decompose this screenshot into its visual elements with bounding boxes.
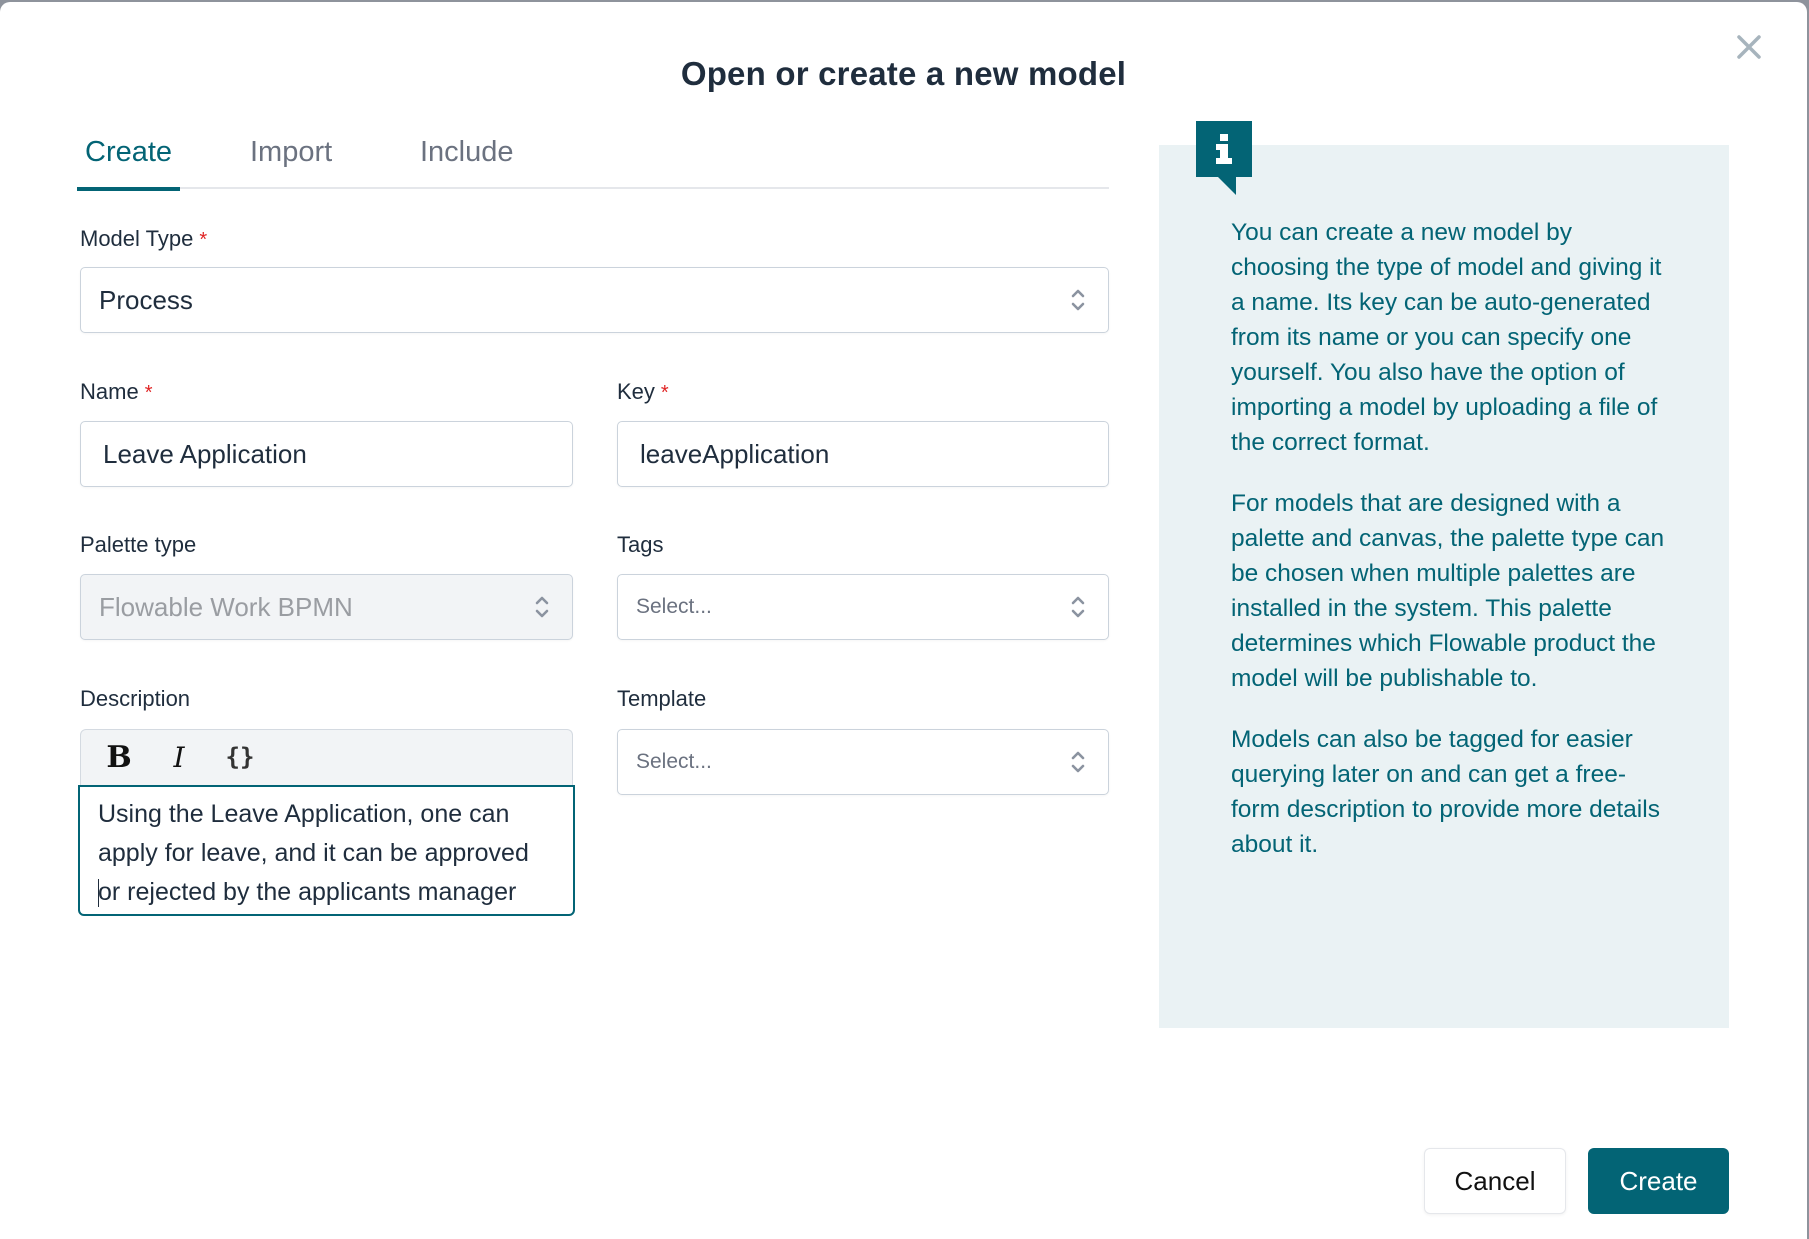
create-button[interactable]: Create [1588, 1148, 1729, 1214]
bold-button[interactable]: B [106, 739, 132, 775]
description-line: apply for leave, and it can be approved [98, 839, 529, 867]
editor-toolbar [80, 729, 573, 786]
italic-button[interactable]: I [173, 740, 185, 774]
description-line: or rejected by the applicants manager [98, 878, 517, 906]
tags-placeholder: Select... [636, 595, 712, 618]
tags-select[interactable] [617, 574, 1109, 640]
model-type-label [80, 226, 207, 252]
template-placeholder: Select... [636, 750, 712, 773]
model-type-select[interactable] [80, 267, 1109, 333]
tags-label: Tags [617, 532, 664, 557]
tab-include[interactable]: Include [420, 136, 514, 168]
required-marker: * [660, 382, 669, 404]
palette-type-select [80, 574, 573, 640]
name-label [80, 379, 152, 405]
info-paragraph: For models that are designed with a palette and canvas, the palette type can be chosen when multiple palettes are installed in the system. This palette determines which Flowable product the model will be publishable to. [1231, 490, 1665, 692]
cancel-button[interactable]: Cancel [1424, 1148, 1566, 1214]
tab-import[interactable]: Import [250, 136, 333, 168]
description-line-with-caret [98, 873, 573, 912]
chevron-up-down-icon [1070, 593, 1086, 621]
key-label [617, 379, 669, 405]
required-marker: * [144, 382, 153, 404]
template-label: Template [617, 686, 707, 711]
key-input[interactable] [617, 421, 1109, 487]
key-label-text: Key [617, 379, 655, 404]
name-label-text: Name [80, 379, 139, 404]
template-select[interactable] [617, 729, 1109, 795]
required-marker: * [199, 229, 208, 251]
model-type-value: Process [99, 284, 193, 315]
chevron-up-down-icon [1070, 286, 1086, 314]
chevron-up-down-icon [1070, 748, 1086, 776]
model-type-label-text: Model Type [80, 226, 194, 251]
info-text [1231, 215, 1671, 888]
tab-bar [77, 132, 1109, 189]
create-model-dialog [0, 2, 1807, 1239]
palette-type-value: Flowable Work BPMN [99, 591, 353, 622]
dialog-title: Open or create a new model [680, 55, 1127, 92]
tab-create[interactable]: Create [85, 132, 172, 189]
description-editor [80, 729, 574, 916]
description-line: Using the Leave Application, one can [98, 800, 510, 828]
palette-type-label: Palette type [80, 532, 197, 557]
info-paragraph: Models can also be tagged for easier querying later on and can get a free-form description to provide more details about it. [1231, 726, 1660, 858]
code-button[interactable]: {} [225, 743, 255, 771]
info-paragraph: You can create a new model by choosing the type of model and giving it a name. Its key can be auto-generated from its name or you can specify one yourself. You also have the option of importing a model by uploading a file of the correct format. [1231, 219, 1662, 456]
description-label: Description [80, 686, 191, 711]
key-value: leaveApplication [640, 438, 830, 469]
chevron-up-down-icon [534, 593, 550, 621]
name-input[interactable] [80, 421, 573, 487]
name-value: Leave Application [103, 438, 307, 469]
info-icon [1196, 121, 1252, 195]
description-textarea[interactable] [78, 785, 575, 916]
